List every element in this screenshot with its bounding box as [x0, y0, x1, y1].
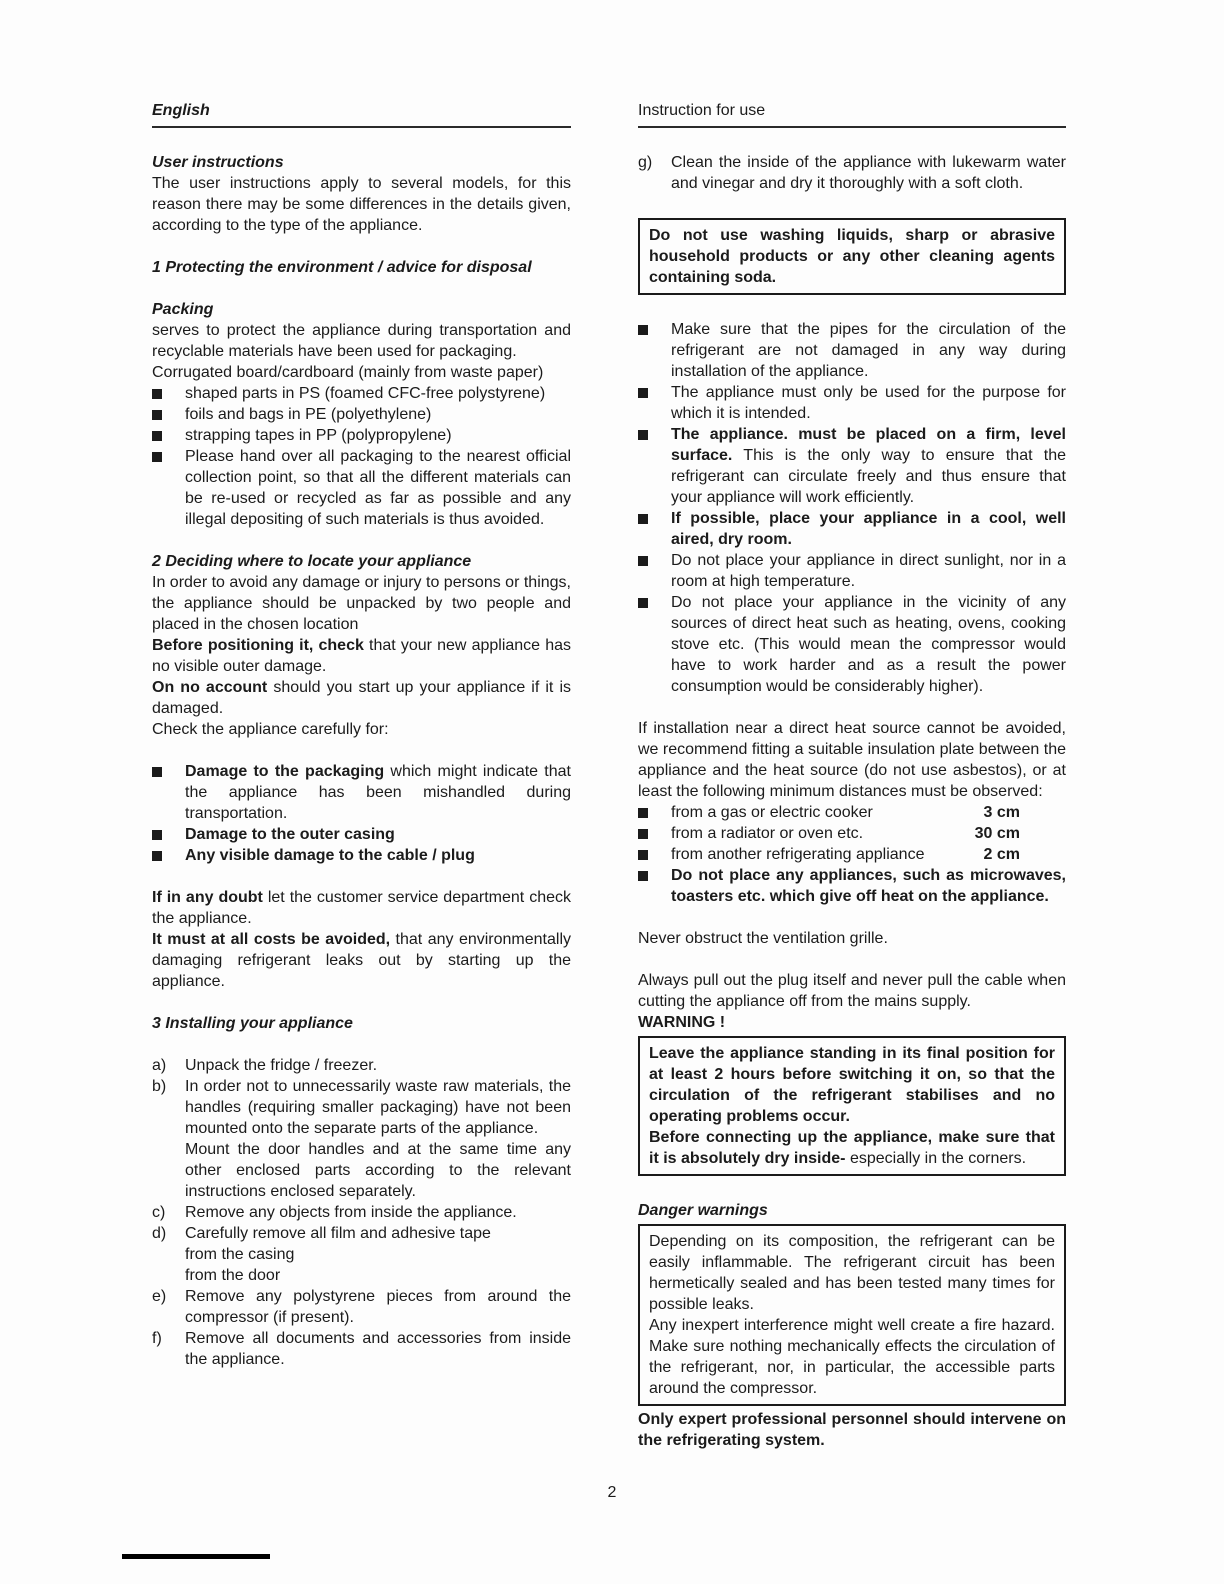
- text-run: Check the appliance carefully for:: [152, 721, 389, 738]
- paragraph: [185, 1286, 571, 1328]
- section-heading: [638, 1200, 1066, 1221]
- item-letter: [152, 1076, 185, 1097]
- bold-text-run: The appliance. must be placed on a firm, level surface.: [671, 426, 1066, 464]
- lettered-list: [638, 152, 1066, 194]
- text-run: 3 cm: [983, 804, 1020, 821]
- text-run: This is the only way to ensure that the refrigerant can circulate freely and thus ensure that your appliance will work efficiently.: [671, 447, 1066, 506]
- spacer: [638, 298, 1066, 319]
- text-run: Remove all documents and accessories from inside the appliance.: [185, 1330, 571, 1368]
- paragraph: [185, 1223, 571, 1244]
- text-run: especially in the corners.: [845, 1150, 1027, 1167]
- distance-value: [967, 823, 1066, 844]
- bullet-item: [152, 446, 571, 530]
- paragraph: [185, 1244, 571, 1265]
- warning-box: [638, 1036, 1066, 1176]
- bullet-square-icon: [152, 845, 185, 861]
- lettered-item: [152, 1076, 571, 1202]
- bold-text-run: Damage to the outer casing: [185, 826, 395, 843]
- spacer: [152, 740, 571, 761]
- text-run: Packing: [152, 301, 214, 318]
- bullet-square: [638, 850, 648, 860]
- paragraph: [671, 152, 1066, 194]
- text-run: from the door: [185, 1267, 281, 1284]
- item-letter: [152, 1328, 185, 1349]
- text-run: Remove any polystyrene pieces from around the compressor (if present).: [185, 1288, 571, 1326]
- bullet-item: [152, 824, 571, 845]
- section-heading: [152, 1013, 571, 1034]
- spacer: [152, 278, 571, 299]
- text-run: The appliance must only be used for the purpose for which it is intended.: [671, 384, 1066, 422]
- bullet-item: [638, 844, 1066, 865]
- text-run: Remove any objects from inside the appliance.: [185, 1204, 517, 1221]
- distance-value: [976, 802, 1066, 823]
- lettered-item: [152, 1202, 571, 1223]
- bold-text-run: It must at all costs be avoided,: [152, 931, 391, 948]
- bullet-square-icon: [638, 865, 671, 881]
- warning-box: [638, 1224, 1066, 1406]
- text-run: Instruction for use: [638, 102, 766, 119]
- paragraph: [649, 1315, 1055, 1399]
- bullet-square-icon: [638, 550, 671, 566]
- lettered-list: [152, 1055, 571, 1370]
- text-run: Do not place your appliance in the vicinity of any sources of direct heat such as heating, ovens, cooking stove etc. (This would mean the compressor would have to work harder and as a result the power consumption would be considerably higher).: [671, 594, 1066, 695]
- bullet-square-icon: [152, 383, 185, 399]
- text-run: shaped parts in PS (foamed CFC-free polystyrene): [185, 385, 546, 402]
- text-run: from a gas or electric cooker: [671, 804, 873, 821]
- spacer: [152, 530, 571, 551]
- bullet-item: [638, 319, 1066, 382]
- text-run: Corrugated board/cardboard (mainly from waste paper): [152, 364, 544, 381]
- bold-text-run: If in any doubt: [152, 889, 263, 906]
- text-run: b): [152, 1078, 167, 1095]
- text-run: from a radiator or oven etc.: [671, 825, 864, 842]
- bullet-item: [152, 404, 571, 425]
- bullet-text: [185, 383, 571, 404]
- bullet-item: [638, 508, 1066, 550]
- text-run: which might indicate that the appliance has been mishandled during transportation.: [185, 763, 571, 822]
- spacer: [638, 907, 1066, 928]
- section-heading: [152, 299, 571, 320]
- paragraph: [649, 1043, 1055, 1127]
- paragraph: [638, 1012, 1066, 1033]
- paragraph: [649, 225, 1055, 288]
- bullet-text: [185, 446, 571, 530]
- bullet-item: [152, 425, 571, 446]
- bullet-list: [638, 319, 1066, 697]
- paragraph: [152, 929, 571, 992]
- text-run: Always pull out the plug itself and never pull the cable when cutting the appliance off from the mains supply.: [638, 972, 1066, 1010]
- item-body: [185, 1286, 571, 1328]
- text-run: Please hand over all packaging to the nearest official collection point, so that all the different materials can be re-used or recycled as far as possible and any illegal depositing of such materials is thus avoided.: [185, 448, 571, 528]
- column-header: [152, 100, 571, 128]
- text-run: from another refrigerating appliance: [671, 846, 925, 863]
- bullet-square-icon: [638, 592, 671, 608]
- bullet-item: [152, 761, 571, 824]
- bullet-square-icon: [638, 424, 671, 440]
- bold-text-run: On no account: [152, 679, 268, 696]
- bullet-square: [638, 556, 648, 566]
- spacer: [152, 236, 571, 257]
- section-heading: [152, 551, 571, 572]
- bullet-square-icon: [638, 823, 671, 839]
- bullet-square: [638, 829, 648, 839]
- text-run: In order not to unnecessarily waste raw materials, the handles (requiring smaller packaging) have not been mounted onto the separate parts of the appliance.: [185, 1078, 571, 1137]
- text-run: Never obstruct the ventilation grille.: [638, 930, 888, 947]
- bullet-text: [671, 592, 1066, 697]
- paragraph: [638, 928, 1066, 949]
- bullet-square-icon: [638, 802, 671, 818]
- bullet-square: [152, 389, 162, 399]
- text-run: strapping tapes in PP (polypropylene): [185, 427, 452, 444]
- bullet-text: [185, 425, 571, 446]
- item-letter: [152, 1055, 185, 1076]
- spacer: [152, 992, 571, 1013]
- text-run: 3 Installing your appliance: [152, 1015, 353, 1032]
- lettered-item: [152, 1328, 571, 1370]
- bold-text-run: Leave the appliance standing in its final position for at least 2 hours before switching it on, so that the circulation of the refrigerant stabilises and no operating problems occur.: [649, 1045, 1055, 1125]
- text-run: Mount the door handles and at the same time any other enclosed parts according to the relevant instructions enclosed separately.: [185, 1141, 571, 1200]
- bullet-item: [638, 550, 1066, 592]
- text-run: Unpack the fridge / freezer.: [185, 1057, 378, 1074]
- bold-text-run: If possible, place your appliance in a cool, well aired, dry room.: [671, 510, 1066, 548]
- text-run: from the casing: [185, 1246, 295, 1263]
- spacer: [638, 131, 1066, 152]
- text-run: serves to protect the appliance during transportation and recyclable materials have been used for packaging.: [152, 322, 571, 360]
- bullet-text: [671, 823, 967, 844]
- bullet-text: [671, 508, 1066, 550]
- spacer: [152, 1034, 571, 1055]
- bullet-square: [638, 325, 648, 335]
- text-run: Do not place your appliance in direct sunlight, nor in a room at high temperature.: [671, 552, 1066, 590]
- bullet-square: [152, 851, 162, 861]
- bullet-item: [638, 424, 1066, 508]
- bullet-item: [152, 845, 571, 866]
- paragraph: [185, 1265, 571, 1286]
- paragraph: [649, 1127, 1055, 1169]
- item-letter: [152, 1286, 185, 1307]
- column-header: [638, 100, 1066, 128]
- text-run: let the customer service department check the appliance.: [152, 889, 571, 927]
- item-body: [185, 1202, 571, 1223]
- text-run: e): [152, 1288, 167, 1305]
- paragraph: [152, 635, 571, 677]
- text-run: 2 cm: [983, 846, 1020, 863]
- bullet-square: [152, 452, 162, 462]
- bold-text-run: Do not place any appliances, such as microwaves, toasters etc. which give off heat on the appliance.: [671, 867, 1066, 905]
- spacer: [638, 194, 1066, 215]
- bullet-text: [671, 844, 976, 865]
- text-run: that any environmentally damaging refrigerant leaks out by starting up the appliance.: [152, 931, 572, 990]
- paragraph: [638, 970, 1066, 1012]
- bullet-item: [638, 592, 1066, 697]
- lettered-item: [152, 1286, 571, 1328]
- bullet-item: [638, 802, 1066, 823]
- text-run: User instructions: [152, 154, 284, 171]
- paragraph: [152, 173, 571, 236]
- bullet-text: [671, 550, 1066, 592]
- text-run: should you start up your appliance if it is damaged.: [152, 679, 572, 717]
- bold-text-run: Any visible damage to the cable / plug: [185, 847, 475, 864]
- bullet-square-icon: [152, 761, 185, 777]
- text-run: The user instructions apply to several models, for this reason there may be some differences in the details given, according to the type of the appliance.: [152, 175, 571, 234]
- bold-text-run: Damage to the packaging: [185, 763, 385, 780]
- spacer: [152, 131, 571, 152]
- paragraph: [185, 1055, 571, 1076]
- bullet-item: [152, 383, 571, 404]
- text-run: 2 Deciding where to locate your appliance: [152, 553, 472, 570]
- bullet-text: [671, 382, 1066, 424]
- paragraph: [638, 1409, 1066, 1451]
- paragraph: [152, 320, 571, 362]
- lettered-item: [638, 152, 1066, 194]
- text-run: c): [152, 1204, 166, 1221]
- bullet-square: [152, 410, 162, 420]
- registration-mark: [122, 1554, 270, 1559]
- bullet-text: [671, 802, 976, 823]
- item-body: [185, 1076, 571, 1202]
- item-letter: [152, 1223, 185, 1244]
- bold-text-run: Only expert professional personnel should intervene on the refrigerating system.: [638, 1411, 1066, 1449]
- lettered-item: [152, 1055, 571, 1076]
- text-run: Clean the inside of the appliance with lukewarm water and vinegar and dry it thoroughly with a soft cloth.: [671, 154, 1066, 192]
- text-run: foils and bags in PE (polyethylene): [185, 406, 432, 423]
- bullet-item: [638, 823, 1066, 844]
- bullet-square: [638, 514, 648, 524]
- left-column: [152, 100, 571, 1370]
- text-run: 1 Protecting the environment / advice for disposal: [152, 259, 532, 276]
- text-run: Carefully remove all film and adhesive tape: [185, 1225, 491, 1242]
- bullet-list: [152, 383, 571, 530]
- paragraph: [152, 362, 571, 383]
- paragraph: [185, 1076, 571, 1139]
- item-letter: [638, 152, 671, 173]
- paragraph: [152, 572, 571, 635]
- paragraph: [152, 677, 571, 719]
- bullet-text: [185, 824, 571, 845]
- text-run: In order to avoid any damage or injury to persons or things, the appliance should be unpacked by two people and placed in the chosen location: [152, 574, 571, 633]
- bullet-square-icon: [152, 425, 185, 441]
- paragraph: [185, 1328, 571, 1370]
- bullet-list: [152, 761, 571, 866]
- bullet-text: [185, 761, 571, 824]
- bullet-list: [638, 802, 1066, 907]
- bullet-square: [638, 598, 648, 608]
- bullet-square-icon: [638, 382, 671, 398]
- bullet-square-icon: [152, 824, 185, 840]
- item-body: [671, 152, 1066, 194]
- text-run: Depending on its composition, the refrigerant can be easily inflammable. The refrigerant circuit has been hermetically sealed and has been tested many times for possible leaks.: [649, 1233, 1055, 1313]
- text-run: Make sure that the pipes for the circulation of the refrigerant are not damaged in any way during installation of the appliance.: [671, 321, 1066, 380]
- page-number: 2: [607, 1484, 617, 1501]
- bullet-square: [638, 388, 648, 398]
- bold-text-run: Before connecting up the appliance, make sure that it is absolutely dry inside-: [649, 1129, 1055, 1167]
- paragraph: [152, 887, 571, 929]
- text-run: g): [638, 154, 653, 171]
- bullet-square: [638, 430, 648, 440]
- bullet-square-icon: [638, 844, 671, 860]
- spacer: [638, 697, 1066, 718]
- spacer: [638, 949, 1066, 970]
- paragraph: [638, 718, 1066, 802]
- text-run: d): [152, 1225, 167, 1242]
- text-run: English: [152, 102, 210, 119]
- text-run: If installation near a direct heat source cannot be avoided, we recommend fitting a suitable insulation plate between the appliance and the heat source (do not use asbestos), or at least the following minimum distances must be observed:: [638, 720, 1066, 800]
- item-body: [185, 1328, 571, 1370]
- paragraph: [152, 719, 571, 740]
- text-run: that your new appliance has no visible outer damage.: [152, 637, 571, 675]
- section-heading: [152, 152, 571, 173]
- spacer: [638, 1179, 1066, 1200]
- bullet-text: [671, 319, 1066, 382]
- bullet-square-icon: [638, 508, 671, 524]
- text-run: Do not use washing liquids, sharp or abrasive household products or any other cleaning agents containing soda.: [649, 227, 1055, 286]
- item-letter: [152, 1202, 185, 1223]
- bullet-square-icon: [152, 404, 185, 420]
- bullet-square: [152, 830, 162, 840]
- right-column: [638, 100, 1066, 1451]
- bullet-square: [638, 808, 648, 818]
- paragraph: [185, 1202, 571, 1223]
- text-run: f): [152, 1330, 162, 1347]
- section-heading: [152, 257, 571, 278]
- bold-text-run: WARNING !: [638, 1014, 726, 1031]
- text-run: a): [152, 1057, 167, 1074]
- bullet-item: [638, 865, 1066, 907]
- bullet-square-icon: [638, 319, 671, 335]
- warning-box: [638, 218, 1066, 295]
- item-body: [185, 1055, 571, 1076]
- text-run: 30 cm: [974, 825, 1020, 842]
- text-run: Any inexpert interference might well create a fire hazard. Make sure nothing mechanically effects the circulation of the refrigerant, nor, in particular, the accessible parts around the compressor.: [649, 1317, 1055, 1397]
- bullet-text: [671, 424, 1066, 508]
- bullet-square: [638, 871, 648, 881]
- bold-text-run: Before positioning it, check: [152, 637, 364, 654]
- paragraph: [649, 1231, 1055, 1315]
- bullet-text: [671, 865, 1066, 907]
- bullet-square-icon: [152, 446, 185, 462]
- bullet-square: [152, 767, 162, 777]
- bullet-square: [152, 431, 162, 441]
- item-body: [185, 1223, 571, 1286]
- spacer: [152, 866, 571, 887]
- text-run: Danger warnings: [638, 1202, 768, 1219]
- bullet-item: [638, 382, 1066, 424]
- lettered-item: [152, 1223, 571, 1286]
- paragraph: [185, 1139, 571, 1202]
- bullet-text: [185, 845, 571, 866]
- distance-value: [976, 844, 1066, 865]
- bullet-text: [185, 404, 571, 425]
